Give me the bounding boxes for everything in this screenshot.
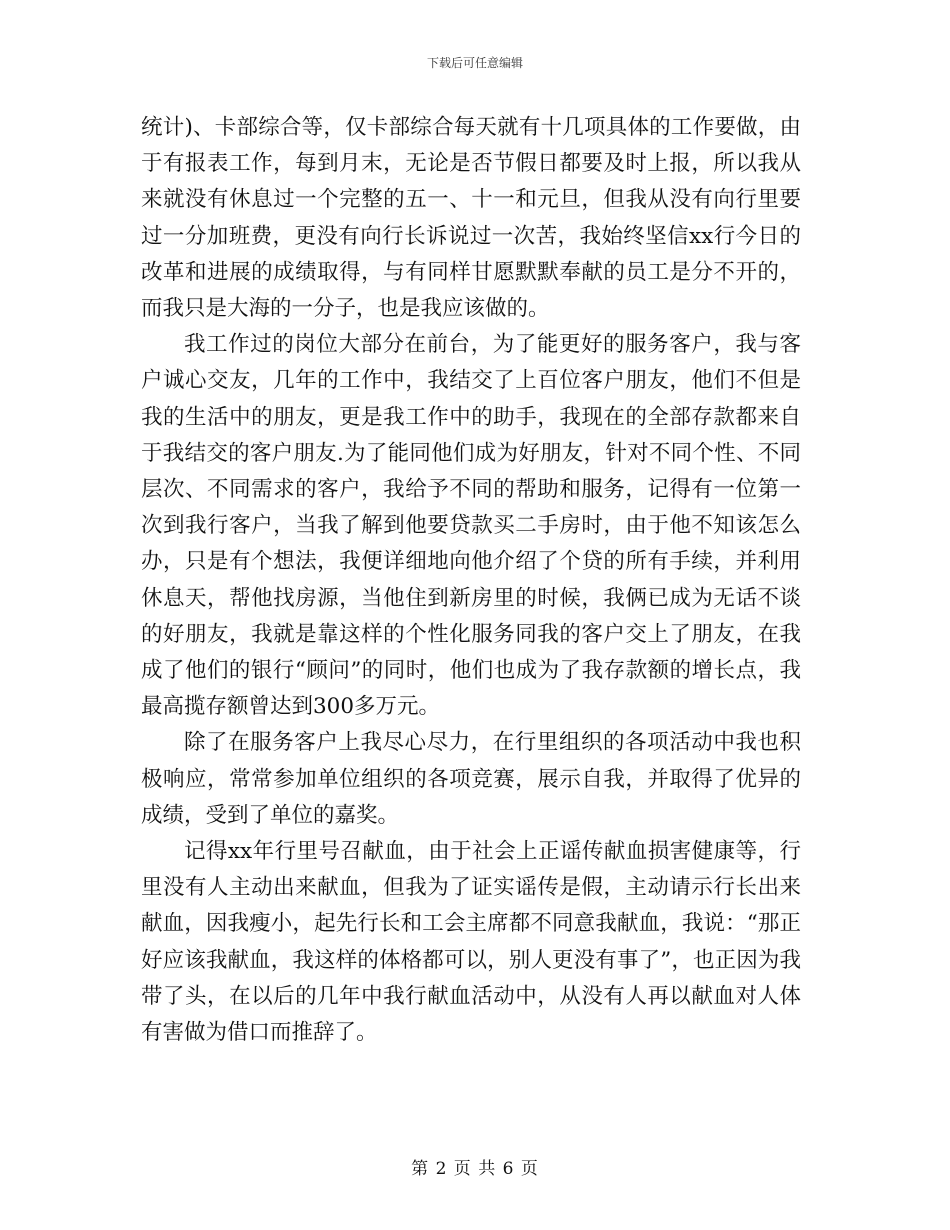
paragraph: 除了在服务客户上我尽心尽力，在行里组织的各项活动中我也积极响应，常常参加单位组织的各项竞赛，展示自我，并取得了优异的成绩，受到了单位的嘉奖。 — [141, 730, 801, 828]
document-body — [141, 110, 801, 1051]
page-header: 下载后可任意编辑 — [426, 56, 523, 70]
paragraph: 记得xx年行里号召献血，由于社会上正谣传献血损害健康等，行里没有人主动出来献血，但我为了证实谣传是假，主动请示行长出来献血，因我瘦小，起先行长和工会主席都不同意我献血，我说：“那正好应该我献血，我这样的体格都可以，别人更没有事了”，也正因为我带了头，在以后的几年中我行献血活动中，从没有人再以献血对人体有害做为借口而推辞了。 — [141, 839, 801, 1046]
paragraph-continued: 统计)、卡部综合等，仅卡部综合每天就有十几项具体的工作要做，由于有报表工作，每到月末，无论是否节假日都要及时上报，所以我从来就没有休息过一个完整的五一、十一和元旦，但我从没有向行里要过一分加班费，更没有向行长诉说过一次苦，我始终坚信xx行今日的改革和进展的成绩取得，与有同样甘愿默默奉献的员工是分不开的，而我只是大海的一分子，也是我应该做的。 — [141, 115, 801, 322]
paragraph: 我工作过的岗位大部分在前台，为了能更好的服务客户，我与客户诚心交友，几年的工作中，我结交了上百位客户朋友，他们不但是我的生活中的朋友，更是我工作中的助手，我现在的全部存款都来自于我结交的客户朋友.为了能同他们成为好朋友，针对不同个性、不同层次、不同需求的客户，我给予不同的帮助和服务，记得有一位第一次到我行客户，当我了解到他要贷款买二手房时，由于他不知该怎么办，只是有个想法，我便详细地向他介绍了个贷的所有手续，并利用休息天，帮他找房源，当他住到新房里的时候，我俩已成为无话不谈的好朋友，我就是靠这样的个性化服务同我的客户交上了朋友，在我成了他们的银行“顾问”的同时，他们也成为了我存款额的增长点，我最高揽存额曾达到300多万元。 — [141, 332, 801, 720]
page-number: 第 2 页 共 6 页 — [411, 1159, 539, 1179]
